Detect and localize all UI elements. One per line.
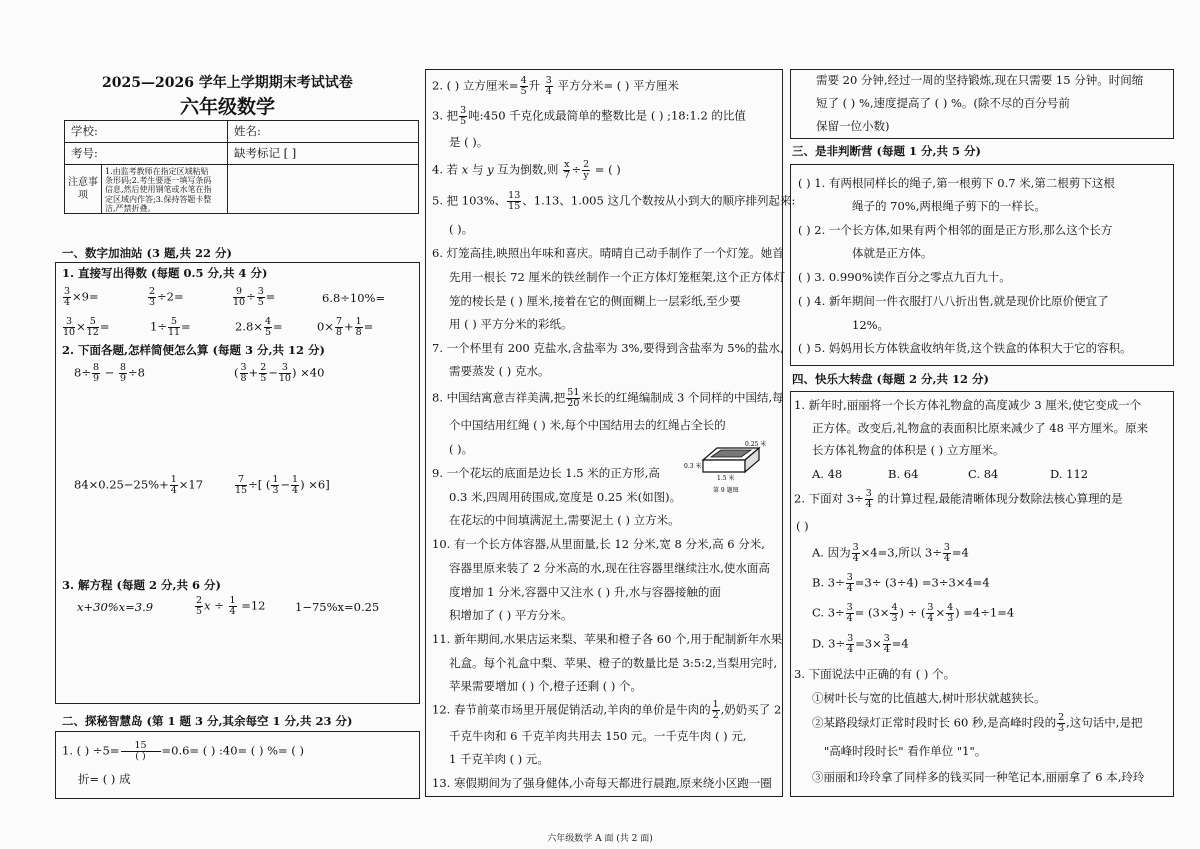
q1-item-1: $\frac{3}{4}$ ×9= <box>64 286 99 308</box>
fraction: $\frac{15}{( )}$ <box>121 741 161 762</box>
q1-item-2: $\frac{2}{3}$ ÷2= <box>149 286 184 308</box>
c2-q7b: 需要蒸发 ( ) 克水。 <box>449 364 550 378</box>
c2-q9a: 9. 一个花坛的底面是边长 1.5 米的正方形,高 <box>432 466 660 480</box>
section-2-title: 二、探秘智慧岛 (第 1 题 3 分,其余每空 1 分,共 23 分) <box>62 714 353 728</box>
mc-1-option-c[interactable]: C. 84 <box>968 467 999 481</box>
fraction: $\frac{3}{4}$ <box>943 542 950 564</box>
q1-title: 1. 直接写出得数 (每题 0.5 分,共 4 分) <box>62 266 268 280</box>
mc-1c: 长方体礼物盒的体积是 ( ) 立方厘米。 <box>812 443 1005 457</box>
c2-q11a: 11. 新年期间,水果店运来梨、苹果和橙子各 60 个,用于配制新年水果 <box>432 632 783 646</box>
judge-3: ( ) 3. 0.990%读作百分之零点九百九十。 <box>798 270 1011 284</box>
fraction: $\frac{2}{3}$ <box>1058 712 1065 734</box>
student-info-table <box>64 120 419 214</box>
fraction: $\frac{3}{10}$ <box>63 316 76 338</box>
figure-caption: 第 9 题图 <box>713 487 739 494</box>
fraction: $\frac{4}{3}$ <box>947 602 954 624</box>
mc-3-stmt-2b: "高峰时段时长" 看作单位 "1"。 <box>824 744 987 758</box>
c2-q5b: ( )。 <box>449 222 474 236</box>
fraction: $\frac{3}{4}$ <box>883 633 890 655</box>
mc-2-option-b[interactable]: B. 3÷ $\frac{3}{4}$ =3÷ (3÷4) =3÷3×4=4 <box>812 572 990 594</box>
exam-subject: 六年级数学 <box>180 96 276 118</box>
mc-1b: 正方体。改变后,礼物盒的表面积比原来减少了 48 平方厘米。原来 <box>812 421 1149 435</box>
mc-2-option-a[interactable]: A. 因为 $\frac{3}{4}$ ×4=3,所以 3÷ $\frac{3}{4}$ =4 <box>812 542 969 564</box>
c2-q7a: 7. 一个杯里有 200 克盐水,含盐率为 3%,要得到含盐率为 5%的盐水, <box>432 341 784 355</box>
q2-a: 8÷ $\frac{8}{9}$ − $\frac{8}{9}$ ÷8 <box>74 362 145 384</box>
q1-item-8: 0× $\frac{7}{8}$ + $\frac{1}{8}$ = <box>317 316 374 338</box>
fraction: $\frac{4}{3}$ <box>891 602 898 624</box>
fraction: $\frac{3}{4}$ <box>846 602 853 624</box>
notes-text: 1.由监考教师在指定区域粘贴条形码;2.考生要逐一填写条码信息,然后使用钢笔或水笔在指定区域内作答;3.保持答题卡整洁,严禁折叠。 <box>105 167 212 213</box>
fraction: $\frac{3}{4}$ <box>846 572 853 594</box>
fraction: $\frac{1}{2}$ <box>712 699 719 721</box>
name-field[interactable] <box>228 121 419 143</box>
fraction: $\frac{2}{3}$ <box>149 286 156 308</box>
c2-q13a: 13. 寒假期间为了强身健体,小奇每天都进行晨跑,原来绕小区跑一圈 <box>432 776 772 790</box>
q3-a: x+30%x=3.9 <box>77 600 154 614</box>
mc-2-option-d[interactable]: D. 3÷ $\frac{3}{4}$ =3× $\frac{3}{4}$ =4 <box>812 633 909 655</box>
dim-width: 0.25 米 <box>745 441 767 448</box>
name-label: 姓名: <box>234 123 261 138</box>
judge-1b: 绳子的 70%,两根绳子剪下的一样长。 <box>852 199 1046 213</box>
c2-q12c: 1 千克羊肉 ( ) 元。 <box>449 752 549 766</box>
q3-c: 1−75%x=0.25 <box>295 600 380 614</box>
s2-q1-line: 1. ( ) ÷5= $\frac{15}{( )}$ =0.6= ( ) :40= ( ) %= ( ) <box>62 740 304 762</box>
c2-q10d: 积增加了 ( ) 平方分米。 <box>449 608 573 622</box>
mc-2-option-c[interactable]: C. 3÷ $\frac{3}{4}$ = (3× $\frac{4}{3}$ ) ÷ ( $\frac{3}{4}$ × $\frac{4}{3}$ ) =4÷1=4 <box>812 602 1015 624</box>
mc-3: 3. 下面说法中正确的有 ( ) 个。 <box>794 667 956 681</box>
fraction: $\frac{3}{4}$ <box>545 75 552 97</box>
c2-q3a: 3. 把 $\frac{3}{5}$ 吨:450 千克化成最简单的整数比是 ( ) ;18:1.2 的比值 <box>432 105 746 127</box>
mc-1a: 1. 新年时,丽丽将一个长方体礼物盒的高度减少 3 厘米,使它变成一个 <box>794 398 1142 412</box>
fraction: $\frac{3}{5}$ <box>257 286 264 308</box>
mc-1-option-b[interactable]: B. 64 <box>888 467 919 481</box>
c2-q8b: 个中国结用红绳 ( ) 米,每个中国结用去的红绳占全长的 <box>449 418 726 432</box>
section-1-title: 一、数字加油站 (3 题,共 22 分) <box>62 246 232 260</box>
q2-title: 2. 下面各题,怎样简便怎么算 (每题 3 分,共 12 分) <box>62 343 325 357</box>
judge-1a: ( ) 1. 有两根同样长的绳子,第一根剪下 0.7 米,第二根剪下这根 <box>798 176 1115 190</box>
fraction: $\frac{7}{8}$ <box>335 316 342 338</box>
c2-q6a: 6. 灯笼高挂,映照出年味和喜庆。晴晴自己动手制作了一个灯笼。她首 <box>432 246 784 260</box>
judge-2b: 体就是正方体。 <box>852 246 933 260</box>
q1-item-4: 6.8÷10%= <box>322 291 386 305</box>
fraction: $\frac{1}{8}$ <box>355 316 362 338</box>
fraction: $\frac{3}{4}$ <box>64 286 71 308</box>
fraction: $\frac{x}{7}$ <box>563 159 570 181</box>
barcode-area <box>228 165 419 214</box>
c2-q8a: 8. 中国结寓意吉祥美满,把 $\frac{51}{20}$ 米长的红绳编制成 3 个同样的中国结,每 <box>432 387 784 409</box>
fraction: $\frac{3}{8}$ <box>240 362 247 384</box>
notes-label: 注意事项 <box>65 165 102 213</box>
c2-q12b: 千克牛肉和 6 千克羊肉共用去 150 元。一千克牛肉 ( ) 元, <box>449 729 747 743</box>
q2-d: $\frac{7}{15}$ ÷[ ( $\frac{1}{3}$ − $\frac{1}{4}$ ) ×6] <box>235 474 330 496</box>
fraction: $\frac{5}{11}$ <box>167 316 181 338</box>
q1-item-6: 1÷ $\frac{5}{11}$ = <box>150 316 191 338</box>
exam-number-label: 考号: <box>71 145 98 160</box>
mc-3-stmt-1: ①树叶长与宽的比值越大,树叶形状就越狭长。 <box>812 691 1046 705</box>
school-field[interactable] <box>65 121 228 143</box>
fraction: $\frac{3}{10}$ <box>278 362 291 384</box>
c2-q10b: 容器里原来装了 2 分米高的水,现在往容器里继续注水,使水面高 <box>449 561 770 575</box>
fraction: $\frac{3}{4}$ <box>847 633 854 655</box>
c2-q9b: 0.3 米,四周用砖围成,宽度是 0.25 米(如图)。 <box>449 490 682 504</box>
absent-mark-field[interactable] <box>228 143 419 165</box>
judge-4a: ( ) 4. 新年期间一件衣服打八八折出售,就是现价比原价便宜了 <box>798 294 1109 308</box>
c2-q10a: 10. 有一个长方体容器,从里面量,长 12 分米,宽 8 分米,高 6 分米, <box>432 537 765 551</box>
fraction: $\frac{2}{y}$ <box>583 159 590 181</box>
c3-cont-a: 需要 20 分钟,经过一周的坚持锻炼,现在只需要 15 分钟。时间缩 <box>816 73 1144 87</box>
fraction: $\frac{13}{15}$ <box>508 190 521 212</box>
c2-q6b: 先用一根长 72 厘米的铁丝制作一个正方体灯笼框架,这个正方体灯 <box>449 270 786 284</box>
c3-cont-b: 短了 ( ) %,速度提高了 ( ) %。(除不尽的百分号前 <box>816 96 1070 110</box>
c2-q10c: 度增加 1 分米,容器中又注水 ( ) 升,水与容器接触的面 <box>449 585 721 599</box>
mc-3-stmt-3: ③丽丽和玲玲拿了同样多的钱买同一种笔记本,丽丽拿了 6 本,玲玲 <box>812 770 1145 784</box>
fraction: $\frac{8}{9}$ <box>92 362 99 384</box>
fraction: $\frac{3}{4}$ <box>865 488 872 510</box>
q3-b: $\frac{2}{5}$ x ÷ $\frac{1}{4}$ =12 <box>196 595 266 617</box>
q2-b: ( $\frac{3}{8}$ + $\frac{2}{5}$ − $\frac{3}{10}$ ) ×40 <box>234 362 325 384</box>
judge-5: ( ) 5. 妈妈用长方体铁盒收纳年货,这个铁盒的体积大于它的容积。 <box>798 341 1132 355</box>
c2-q9c: 在花坛的中间填满泥土,需要泥土 ( ) 立方米。 <box>449 513 680 527</box>
dim-side: 1.5 米 <box>717 475 735 482</box>
fraction: $\frac{3}{4}$ <box>927 602 934 624</box>
fraction: $\frac{2}{5}$ <box>260 362 267 384</box>
absent-mark-label: 缺考标记 [ ] <box>234 145 297 160</box>
c2-q8c: ( )。 <box>449 442 474 456</box>
fraction: $\frac{1}{4}$ <box>229 595 236 617</box>
q2-c: 84×0.25−25%+ $\frac{1}{4}$ ×17 <box>74 474 204 496</box>
section-3-box <box>790 164 1174 366</box>
q3-title: 3. 解方程 (每题 2 分,共 6 分) <box>62 578 221 592</box>
bed-front <box>703 460 745 472</box>
judge-2a: ( ) 2. 一个长方体,如果有两个相邻的面是正方形,那么这个长方 <box>798 223 1113 237</box>
section-4-title: 四、快乐大转盘 (每题 2 分,共 12 分) <box>792 372 989 386</box>
page-footer: 六年级数学 A 面 (共 2 面) <box>547 834 653 844</box>
fraction: $\frac{3}{4}$ <box>852 542 859 564</box>
c2-q4: 4. 若 x 与 y 互为倒数,则 $\frac{x}{7}$ ÷ $\frac{2}{y}$ = ( ) <box>432 159 621 181</box>
c2-q6d: 用 ( ) 平方分米的彩纸。 <box>449 317 573 331</box>
exam-title: 2025—2026 学年上学期期末考试试卷 <box>102 75 353 91</box>
mc-2b: ( ) <box>796 519 809 533</box>
c3-cont-c: 保留一位小数) <box>816 119 890 133</box>
mc-3-stmt-2a: ②某路段绿灯正常时段时长 60 秒,是高峰时段的 $\frac{2}{3}$ ,这句话中,是把 <box>812 712 1143 734</box>
fraction: $\frac{2}{5}$ <box>196 595 203 617</box>
c2-q2: 2. ( ) 立方厘米= $\frac{4}{5}$ 升 $\frac{3}{4}$ 平方分米= ( ) 平方厘米 <box>432 75 680 97</box>
school-label: 学校: <box>71 123 98 138</box>
judge-4b: 12%。 <box>852 318 890 332</box>
c2-q3b: 是 ( )。 <box>449 135 489 149</box>
c2-q5a: 5. 把 103%、 $\frac{13}{15}$ 、1.13、1.005 这几个数按从小到大的顺序排列起来: <box>432 190 796 212</box>
fraction: $\frac{3}{5}$ <box>460 105 467 127</box>
s2-q1-tail: 折= ( ) 成 <box>78 772 131 786</box>
fraction: $\frac{7}{15}$ <box>235 474 248 496</box>
fraction: $\frac{4}{5}$ <box>520 75 527 97</box>
fraction: $\frac{1}{3}$ <box>272 474 279 496</box>
exam-number-field[interactable] <box>65 143 228 165</box>
c2-q6c: 笼的棱长是 ( ) 厘米,接着在它的侧面糊上一层彩纸,至少要 <box>449 294 741 308</box>
q1-item-3: $\frac{9}{10}$ ÷ $\frac{3}{5}$ = <box>233 286 276 308</box>
fraction: $\frac{8}{9}$ <box>119 362 126 384</box>
fraction: $\frac{4}{5}$ <box>264 316 271 338</box>
fraction: $\frac{9}{10}$ <box>233 286 246 308</box>
flower-bed-figure <box>683 440 775 496</box>
fraction: $\frac{5}{12}$ <box>86 316 99 338</box>
c2-q11b: 礼盒。每个礼盒中梨、苹果、橙子的数量比是 3:5:2,当梨用完时, <box>449 656 778 670</box>
c2-q12a: 12. 春节前菜市场里开展促销活动,羊肉的单价是牛肉的 $\frac{1}{2}$ ,奶奶买了 2 <box>432 699 782 721</box>
dim-height: 0.3 米 <box>684 463 702 470</box>
fraction: $\frac{1}{4}$ <box>292 474 299 496</box>
mc-1-option-d[interactable]: D. 112 <box>1050 467 1089 481</box>
c2-q11c: 苹果需要增加 ( ) 个,橙子还剩 ( ) 个。 <box>449 679 643 693</box>
fraction: $\frac{51}{20}$ <box>567 387 580 409</box>
mc-2a: 2. 下面对 3÷ $\frac{3}{4}$ 的计算过程,最能清晰体现分数除法核心算理的是 <box>794 488 1123 510</box>
mc-1-option-a[interactable]: A. 48 <box>812 467 843 481</box>
fraction: $\frac{1}{4}$ <box>170 474 177 496</box>
q1-item-5: $\frac{3}{10}$ × $\frac{5}{12}$ = <box>63 316 110 338</box>
q1-item-7: 2.8× $\frac{4}{5}$ = <box>235 316 283 338</box>
section-3-title: 三、是非判断营 (每题 1 分,共 5 分) <box>792 144 981 158</box>
notes-cell <box>65 165 228 214</box>
